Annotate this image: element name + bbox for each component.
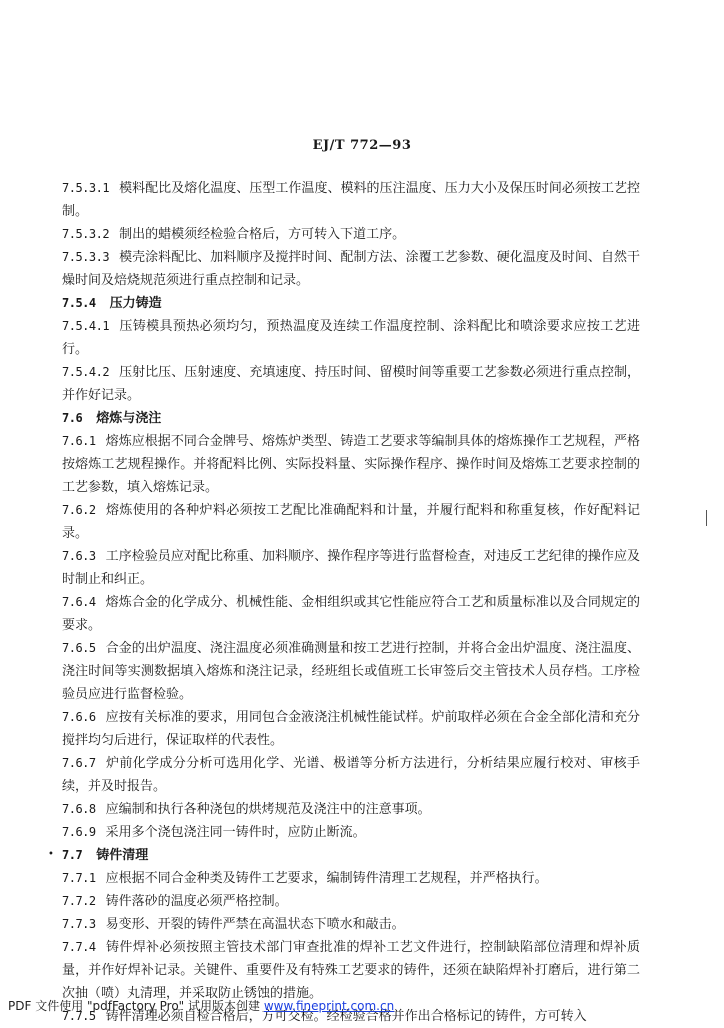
- clause-number: 7.7.5: [62, 1009, 96, 1023]
- clause-paragraph: [62, 499, 640, 545]
- clause-number: 7.5.4.1: [62, 319, 110, 333]
- clause-text: 制出的蜡模须经检验合格后，方可转入下道工序。: [119, 227, 406, 242]
- clause-text: 压射比压、压射速度、充填速度、持压时间、留模时间等重要工艺参数必须进行重点控制，并作好记录。: [62, 365, 640, 403]
- clause-paragraph: [62, 591, 640, 637]
- clause-text: 工序检验员应对配比称重、加料顺序、操作程序等进行监督检查，对违反工艺纪律的操作应及时制止和纠正。: [62, 549, 640, 587]
- heading-text: 压力铸造: [109, 296, 162, 311]
- clause-paragraph: [62, 913, 640, 936]
- clause-paragraph: [62, 177, 640, 223]
- clause-text: 应编制和执行各种浇包的烘烤规范及浇注中的注意事项。: [105, 802, 431, 817]
- clause-paragraph: [62, 430, 640, 499]
- clause-paragraph: [62, 798, 640, 821]
- clause-number: 7.6.5: [62, 641, 96, 655]
- clause-number: 7.6.1: [62, 434, 96, 448]
- clause-text: 模料配比及熔化温度、压型工作温度、模料的压注温度、压力大小及保压时间必须按工艺控制。: [62, 181, 640, 219]
- clause-paragraph: [62, 315, 640, 361]
- clause-number: 7.7: [62, 848, 83, 862]
- clause-number: 7.6: [62, 411, 83, 425]
- clause-paragraph: [62, 936, 640, 1005]
- clause-number: 7.5.4.2: [62, 365, 110, 379]
- clause-number: 7.6.3: [62, 549, 96, 563]
- clause-paragraph: [62, 545, 640, 591]
- heading-text: 铸件清理: [96, 848, 149, 863]
- footer-link[interactable]: www.fineprint.com.cn: [263, 999, 395, 1013]
- footer-text: PDF 文件使用 "pdfFactory Pro" 试用版本创建: [8, 999, 264, 1013]
- clause-text: 熔炼合金的化学成分、机械性能、金相组织或其它性能应符合工艺和质量标准以及合同规定的要求。: [62, 595, 640, 633]
- clause-number: 7.5.3.3: [62, 250, 110, 264]
- clause-paragraph: [62, 821, 640, 844]
- clause-text: 铸件焊补必须按照主管技术部门审查批准的焊补工艺文件进行，控制缺陷部位清理和焊补质量，并作好焊补记录。关键件、重要件及有特殊工艺要求的铸件，还须在缺陷焊补打磨后，进行第二次抽（喷）丸清理，并采取防止锈蚀的措施。: [62, 940, 640, 1001]
- clause-number: 7.7.2: [62, 894, 96, 908]
- clause-number: 7.6.6: [62, 710, 96, 724]
- clause-number: 7.7.4: [62, 940, 96, 954]
- margin-dot: •: [48, 849, 54, 860]
- clause-text: 熔炼使用的各种炉料必须按工艺配比准确配料和计量，并履行配料和称重复核，作好配料记录。: [62, 503, 640, 541]
- clause-text: 铸件落砂的温度必须严格控制。: [105, 894, 288, 909]
- clause-text: 熔炼应根据不同合金牌号、熔炼炉类型、铸造工艺要求等编制具体的熔炼操作工艺规程，严格按熔炼工艺规程操作。并将配料比例、实际投料量、实际操作程序、操作时间及熔炼工艺要求控制的工艺参数，填入熔炼记录。: [62, 434, 640, 495]
- section-heading: [62, 292, 640, 315]
- clause-text: 压铸模具预热必须均匀，预热温度及连续工作温度控制、涂料配比和喷涂要求应按工艺进行。: [62, 319, 640, 357]
- section-heading: [62, 844, 640, 867]
- heading-text: 熔炼与浇注: [96, 411, 162, 426]
- clause-number: 7.5.3.1: [62, 181, 110, 195]
- clause-number: 7.6.7: [62, 756, 96, 770]
- clause-number: 7.5.4: [62, 296, 96, 310]
- clause-number: 7.5.3.2: [62, 227, 110, 241]
- clause-number: 7.6.2: [62, 503, 96, 517]
- clause-paragraph: [62, 246, 640, 292]
- clause-paragraph: [62, 706, 640, 752]
- pdf-footer: [8, 997, 394, 1014]
- clause-number: 7.6.4: [62, 595, 96, 609]
- clause-number: 7.7.1: [62, 871, 96, 885]
- clause-text: 应按有关标准的要求，用同包合金液浇注机械性能试样。炉前取样必须在合金全部化清和充分搅拌均匀后进行，保证取样的代表性。: [62, 710, 640, 748]
- clause-text: 铸件清理必须自检合格后，方可交检。经检验合格并作出合格标记的铸件，方可转入: [105, 1009, 587, 1024]
- clause-paragraph: [62, 223, 640, 246]
- clause-paragraph: [62, 890, 640, 913]
- clause-paragraph: [62, 361, 640, 407]
- margin-mark: [706, 510, 707, 526]
- clause-text: 合金的出炉温度、浇注温度必须准确测量和按工艺进行控制，并将合金出炉温度、浇注温度、浇注时间等实测数据填入熔炼和浇注记录，经班组长或值班工长审签后交主管技术人员存档。工序检验员应进行监督检验。: [62, 641, 640, 702]
- page-header: EJ/T 772—93: [312, 138, 412, 153]
- clause-text: 采用多个浇包浇注同一铸件时，应防止断流。: [105, 825, 366, 840]
- section-heading: [62, 407, 640, 430]
- clause-number: 7.6.8: [62, 802, 96, 816]
- document-body: [62, 177, 640, 1028]
- clause-text: 炉前化学成分分析可选用化学、光谱、极谱等分析方法进行，分析结果应履行校对、审核手续，并及时报告。: [62, 756, 640, 794]
- clause-paragraph: [62, 867, 640, 890]
- clause-number: 7.6.9: [62, 825, 96, 839]
- clause-paragraph: [62, 637, 640, 706]
- clause-paragraph: [62, 752, 640, 798]
- clause-text: 模壳涂料配比、加料顺序及搅拌时间、配制方法、涂覆工艺参数、硬化温度及时间、自然干燥时间及焙烧规范须进行重点控制和记录。: [62, 250, 640, 288]
- clause-text: 应根据不同合金种类及铸件工艺要求，编制铸件清理工艺规程，并严格执行。: [105, 871, 548, 886]
- clause-number: 7.7.3: [62, 917, 96, 931]
- clause-text: 易变形、开裂的铸件严禁在高温状态下喷水和敲击。: [105, 917, 405, 932]
